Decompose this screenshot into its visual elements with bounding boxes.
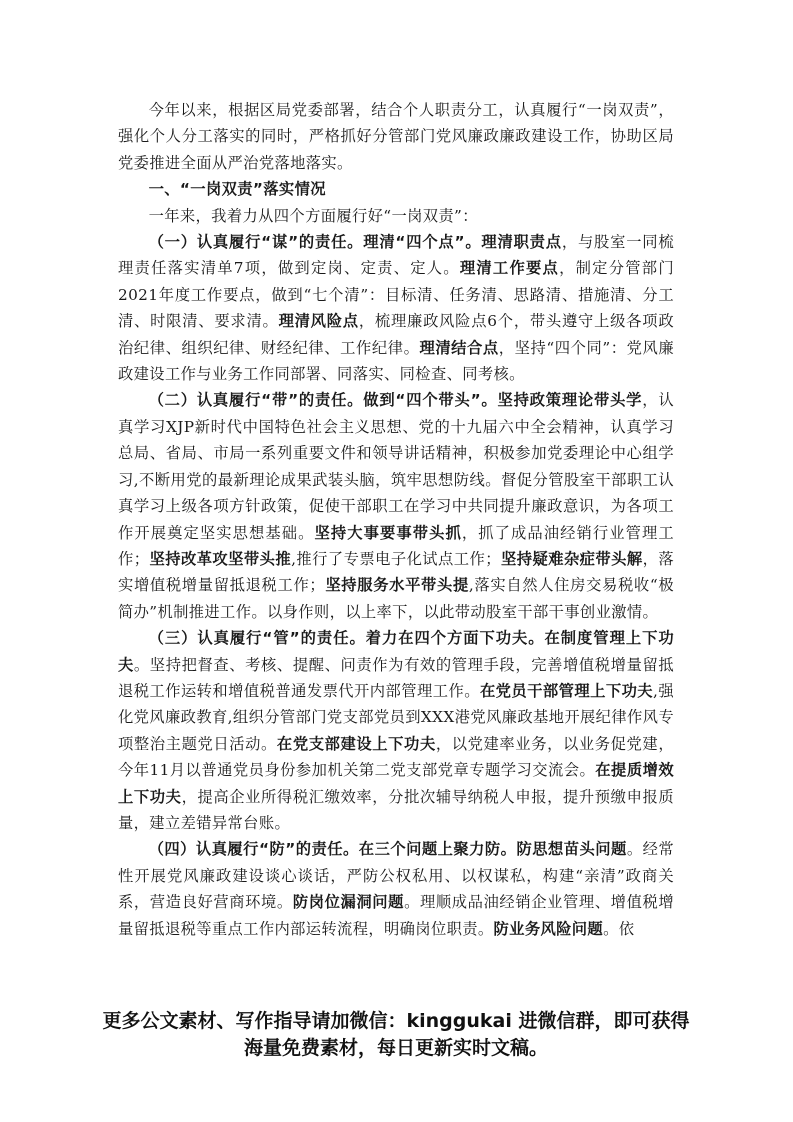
- section-heading: 一、“一岗双责”落实情况: [148, 180, 326, 199]
- section-intro: 一年来，我着力从四个方面履行好“一岗双责”：: [148, 206, 478, 225]
- bold-run: 防岗位漏洞问题: [292, 893, 405, 912]
- text-run: ，以党建率业务，以业务促党建，今年11月以普通党员身份参加机关第二党支部党章专题学习交流会。: [118, 734, 674, 780]
- text-run: 。依: [603, 919, 635, 938]
- bold-run: （一）认真履行“谋”的责任。理清“四个点”。理清职责点: [148, 233, 562, 252]
- text-run: ，梳理廉政风险点6个，带头遵守上级各项政治纪律、组织纪律、财经纪律、工作纪律。: [118, 312, 674, 357]
- paragraph-dai: [118, 387, 674, 625]
- text-run: ，坚持“四个同”：党风廉政建设工作与业务工作同部署、同落实、同检查、同考核。: [118, 338, 674, 384]
- text-run: ,落实自然人住房交易税收“极简办”机制推进工作。以身作则，以上率下，以此带动股室干部干事创业激情。: [118, 576, 674, 621]
- bold-run: 在提质增效上下功夫: [118, 761, 674, 806]
- bold-run: 防业务风险问题: [493, 919, 604, 938]
- paragraph-guan: [118, 625, 674, 836]
- promo-line-2: 海量免费素材，每日更新实时文稿。: [243, 1037, 548, 1059]
- bold-run: 在党员干部管理上下功夫: [479, 681, 654, 700]
- text-run: ,强化党风廉政教育,组织分管部门党支部党员到XXX港党风廉政基地开展纪律作风专项整治主题党日活动。: [118, 681, 674, 753]
- bold-run: 坚持改革攻坚带头推: [149, 549, 292, 568]
- text-run: 。经常性开展党风廉政建设谈心谈话，严防公权私用、以权谋私，构建“亲清”政商关系，营造良好营商环境。: [118, 840, 674, 912]
- promo-banner: [96, 1008, 696, 1062]
- bold-run: （二）认真履行“带”的责任。做到“四个带头”。坚持政策理论带头学: [148, 391, 643, 410]
- text-run: 。理顺成品油经销企业管理、增值税增量留抵退税等重点工作内部运转流程，明确岗位职责。: [118, 893, 675, 938]
- paragraph-mou: [118, 229, 674, 387]
- intro-paragraph: 今年以来，根据区局党委部署，结合个人职责分工，认真履行“一岗双责”，强化个人分工落实的同时，严格抓好分管部门党风廉政廉政建设工作，协助区局党委推进全面从严治党落地落实。: [118, 101, 674, 172]
- bold-run: 理清工作要点: [459, 259, 560, 278]
- text-run: ，认真学习XJP新时代中国特色社会主义思想、党的十九届六中全会精神，认真学习总局、省局、市局一系列重要文件和领导讲话精神，积极参加党委理论中心组学习,不断用党的最新理论成果武装头脑，筑牢思想防线。督促分管股室干部职工认真学习上级各项方针政策，促使干部职工在学习中共同提升廉政意识，为各项工作开展奠定坚实思想基础。: [118, 391, 674, 542]
- bold-run: 理清结合点: [419, 338, 499, 357]
- document-body: [118, 97, 674, 942]
- promo-line-1: 更多公文素材、写作指导请加微信：kinggukai 进微信群，即可获得: [102, 1010, 690, 1032]
- bold-run: 在党支部建设上下功夫: [276, 734, 436, 753]
- text-run: ，提高企业所得税汇缴效率，分批次辅导纳税人申报，提升预缴申报质量，建立差错异常台账。: [118, 787, 674, 832]
- text-run: ，抓了成品油经销行业管理工作；: [118, 523, 675, 568]
- text-run: ，与股室一同梳理责任落实清单7项，做到定岗、定责、定人。: [118, 233, 675, 278]
- bold-run: 理清风险点: [278, 312, 359, 331]
- text-run: 。坚持把督查、考核、提醒、问责作为有效的管理手段，完善增值税增量留抵退税工作运转和增值税普通发票代开内部管理工作。: [118, 655, 675, 700]
- bold-run: （三）认真履行“管”的责任。着力在四个方面下功夫。在制度管理上下功夫: [118, 629, 674, 674]
- bold-run: 坚持大事要事带头抓: [314, 523, 462, 542]
- text-run: ,推行了专票电子化试点工作；: [291, 549, 501, 568]
- text-run: ，落实增值税增量留抵退税工作；: [118, 549, 675, 595]
- bold-run: （四）认真履行“防”的责任。在三个问题上聚力防。防思想苗头问题: [148, 840, 627, 859]
- bold-run: 坚持疑难杂症带头解: [500, 549, 643, 568]
- paragraph-fang: [118, 836, 674, 942]
- bold-run: 坚持服务水平带头提: [325, 576, 469, 595]
- text-run: ，制定分管部门2021年度工作要点，做到“七个清”：目标清、任务清、思路清、措施清、分工清、时限清、要求清。: [118, 259, 674, 331]
